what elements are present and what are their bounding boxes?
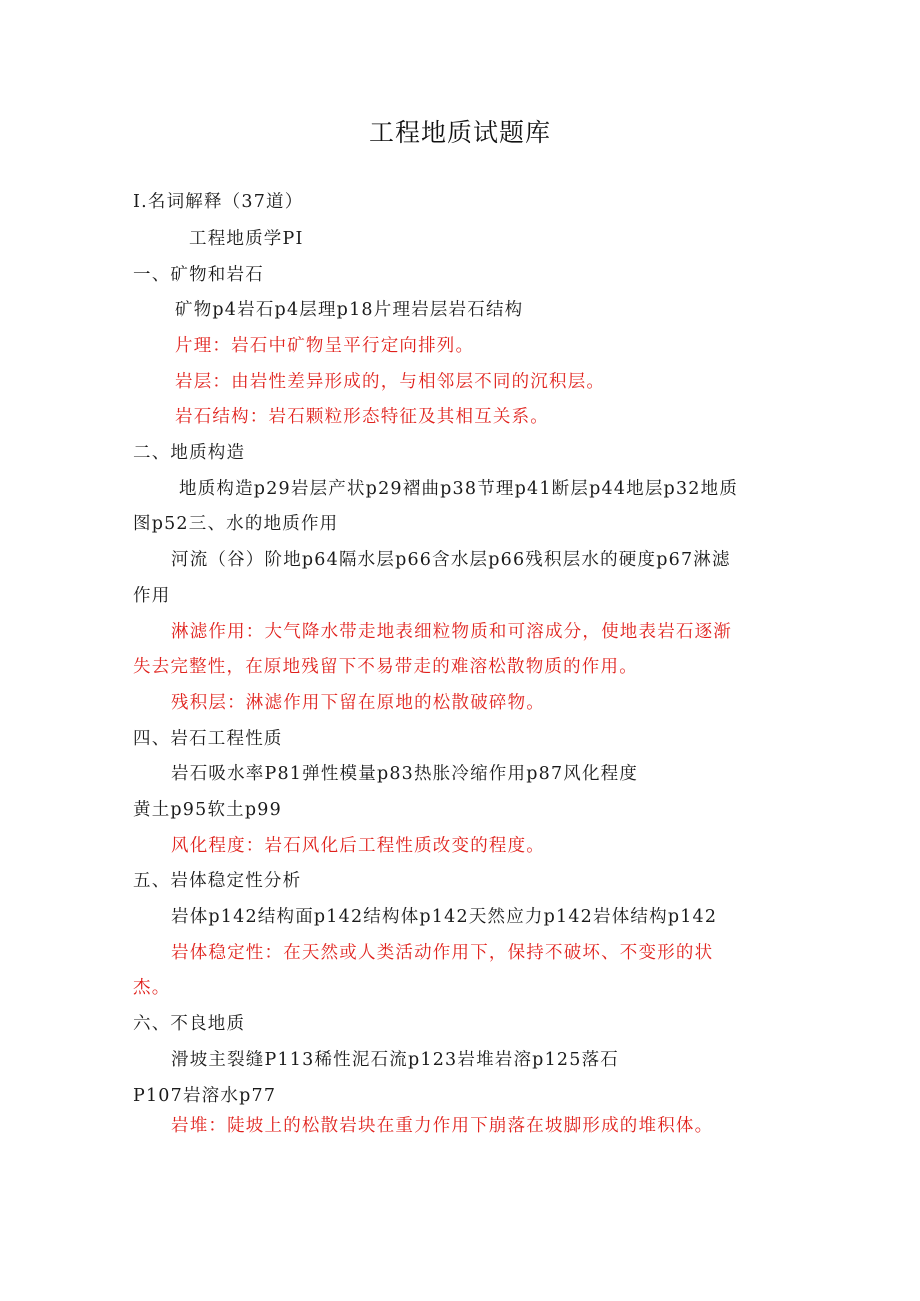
text-line: 二、地质构造 <box>133 443 246 463</box>
text-line: 一、矿物和岩石 <box>133 265 264 285</box>
definition-line: 杰。 <box>133 978 171 998</box>
text-line: 河流（谷）阶地p64隔水层p66含水层p66残积层水的硬度p67淋滤 <box>171 550 731 570</box>
definition-line: 岩堆：陡坡上的松散岩块在重力作用下崩落在坡脚形成的堆积体。 <box>171 1116 714 1136</box>
document-title: 工程地质试题库 <box>368 118 551 147</box>
definition-line: 岩石结构：岩石颗粒形态特征及其相互关系。 <box>175 407 549 427</box>
definition-line: 失去完整性，在原地残留下不易带走的难溶松散物质的作用。 <box>133 657 638 677</box>
text-line: 工程地质学PI <box>189 229 304 249</box>
text-line: 岩石吸水率P81弹性模量p83热胀冷缩作用p87风化程度 <box>171 764 639 784</box>
text-line: 矿物p4岩石p4层理p18片理岩层岩石结构 <box>175 300 524 320</box>
text-line: 四、岩石工程性质 <box>133 729 283 749</box>
definition-line: 淋滤作用：大气降水带走地表细粒物质和可溶成分，使地表岩石逐渐 <box>171 622 732 642</box>
text-line: 滑坡主裂缝P113稀性泥石流p123岩堆岩溶p125落石 <box>171 1050 619 1070</box>
text-line: P107岩溶水p77 <box>133 1086 277 1106</box>
definition-line: 风化程度：岩石风化后工程性质改变的程度。 <box>171 836 545 856</box>
text-line: 图p52三、水的地质作用 <box>133 514 339 534</box>
definition-line: 岩体稳定性：在天然或人类活动作用下，保持不破坏、不变形的状 <box>171 943 714 963</box>
text-line: 岩体p142结构面p142结构体p142天然应力p142岩体结构p142 <box>171 907 718 927</box>
text-line: 地质构造p29岩层产状p29褶曲p38节理p41断层p44地层p32地质 <box>179 479 739 499</box>
text-line: 六、不良地质 <box>133 1014 246 1034</box>
text-line: I.名词解释（37道） <box>133 192 304 212</box>
definition-line: 片理：岩石中矿物呈平行定向排列。 <box>175 336 475 356</box>
text-line: 黄土p95软土p99 <box>133 800 282 820</box>
definition-line: 残积层：淋滤作用下留在原地的松散破碎物。 <box>171 693 545 713</box>
text-line: 作用 <box>133 586 171 606</box>
definition-line: 岩层：由岩性差异形成的，与相邻层不同的沉积层。 <box>175 372 606 392</box>
text-line: 五、岩体稳定性分析 <box>133 871 302 891</box>
